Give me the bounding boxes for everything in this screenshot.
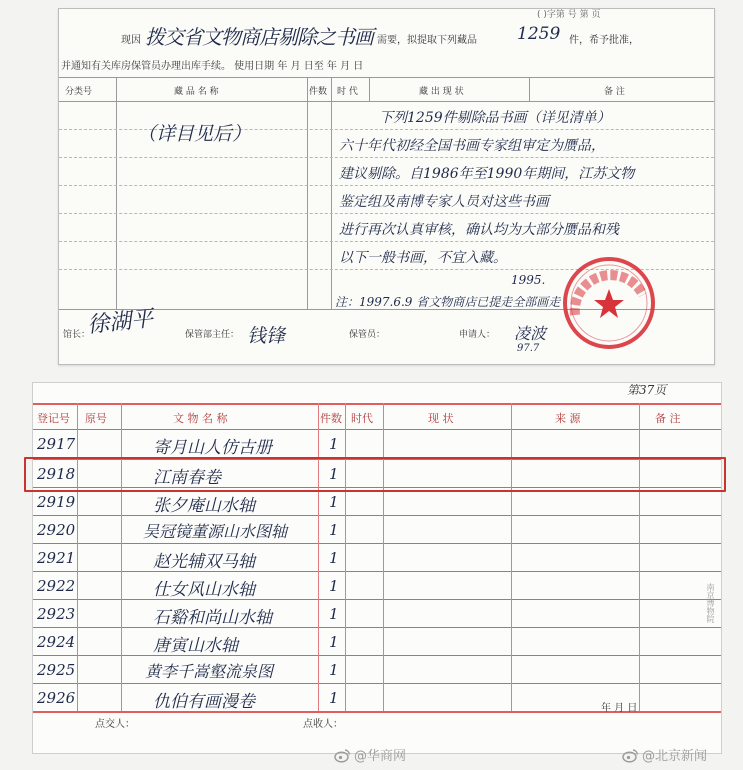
row-reg-no: 2922 [37,577,76,595]
watermark-text: @北京新闻 [642,749,708,764]
request-prefix: 现因 [121,35,141,46]
row-artifact-name: 吴冠镜董源山水图轴 [143,522,288,541]
header-count: 件数 [320,412,342,425]
row-count: 1 [329,577,339,595]
row-reg-no: 2918 [37,465,76,483]
row-count: 1 [329,661,339,679]
col-line [116,77,117,309]
row-count: 1 [329,689,339,707]
col-line [369,77,370,101]
usage-date-line: 并通知有关库房保管员办理出库手续。 使用日期 年 月 日至 年 月 日 [61,61,364,72]
header-reg-no: 登记号 [37,412,70,425]
page-number: 第37页 [627,383,667,397]
col-line [307,77,308,309]
row-artifact-name: 石谿和尚山水轴 [153,608,272,628]
dept-head-label: 保管部主任： [185,330,240,340]
row-artifact-name: 唐寅山水轴 [153,636,238,656]
header-item-name: 藏 品 名 称 [174,87,219,97]
ledger-date-label: 年 月 日 [601,703,638,714]
watermark [622,745,707,764]
row-reg-no: 2920 [37,521,76,539]
remark-line: 进行再次认真审核，确认均为大部分赝品和残 [339,222,619,238]
row-count: 1 [329,605,339,623]
applicant-label: 申请人： [459,330,496,340]
year-note: 1995. [511,273,546,287]
see-list-note: （详目见后） [137,123,252,145]
keeper-label: 保管员： [349,330,386,340]
header-orig-no: 原号 [85,412,107,425]
row-count: 1 [329,549,339,567]
row-reg-no: 2917 [37,435,76,453]
highlighted-row-frame [24,457,726,492]
request-count: 1259 [517,24,561,44]
pickup-note: 注：1997.6.9 省文物商店已提走全部画走 [335,295,561,309]
side-note: 南京博物院 [706,583,715,623]
official-seal [561,255,657,351]
row-count: 1 [329,521,339,539]
row-artifact-name: 赵光辅双马轴 [153,552,255,572]
row-count: 1 [329,633,339,651]
weibo-icon [334,748,351,763]
row-reg-no: 2924 [37,633,76,651]
header-condition: 现 状 [428,412,454,425]
header-condition: 藏 出 现 状 [419,87,464,97]
request-purpose: 拨交省文物商店剔除之书画 [145,25,373,49]
row-artifact-name: 寄月山人仿古册 [153,438,272,458]
header-remarks: 备 注 [655,412,681,425]
row-reg-no: 2923 [37,605,76,623]
watermark-text: @华商网 [354,749,407,764]
dept-head-signature: 钱锋 [247,325,286,347]
outbound-request-form [58,8,715,365]
remark-line: 以下一般书画，不宜入藏。 [339,250,507,266]
request-mid-text: 需要，拟提取下列藏品 [377,35,477,46]
director-label: 馆长： [63,330,91,340]
row-count: 1 [329,465,339,483]
row-reg-no: 2925 [37,661,76,679]
receiver-label: 点收人： [303,719,343,730]
header-era: 时 代 [337,87,358,97]
row-reg-no: 2926 [37,689,76,707]
row-artifact-name: 黄李千嵩壑流泉图 [145,662,274,681]
applicant-signature: 凌波 [514,324,547,343]
header-period: 时代 [351,412,373,425]
remark-line: 建议剔除。自1986年至1990年期间，江苏文物 [339,166,635,182]
header-bottom-line [59,101,714,102]
header-remarks: 备 注 [604,87,625,97]
row-artifact-name: 仕女风山水轴 [153,580,255,600]
row-artifact-name: 江南春卷 [153,468,221,488]
col-line [529,77,530,101]
header-quantity: 件数 [309,87,328,97]
header-artifact-name: 文 物 名 称 [173,412,228,425]
row-reg-no: 2921 [37,549,76,567]
row-count: 1 [329,435,339,453]
weibo-icon [622,748,639,763]
request-suffix: 件，希予批准， [569,35,639,46]
header-top-line [59,77,714,78]
handover-label: 点交人： [95,719,135,730]
remark-line: 鉴定组及南博专家人员对这些书画 [339,194,549,210]
header-class-no: 分类号 [65,87,93,97]
applicant-date: 97.7 [517,343,540,354]
collection-ledger-page [32,382,722,754]
row-artifact-name: 张夕庵山水轴 [153,496,255,516]
row-reg-no: 2919 [37,493,76,511]
row-artifact-name: 仇伯有画漫卷 [153,692,255,712]
row-count: 1 [329,493,339,511]
header-source: 来 源 [555,412,581,425]
remark-line: 下列1259件剔除品书画（详见清单） [379,110,611,126]
col-line [331,77,332,309]
watermark [334,745,406,764]
form-number-label: ( )字第 号 第 页 [537,10,601,20]
remark-line: 六十年代初经全国书画专家组审定为赝品， [339,138,605,154]
director-signature: 徐湖平 [86,306,155,339]
